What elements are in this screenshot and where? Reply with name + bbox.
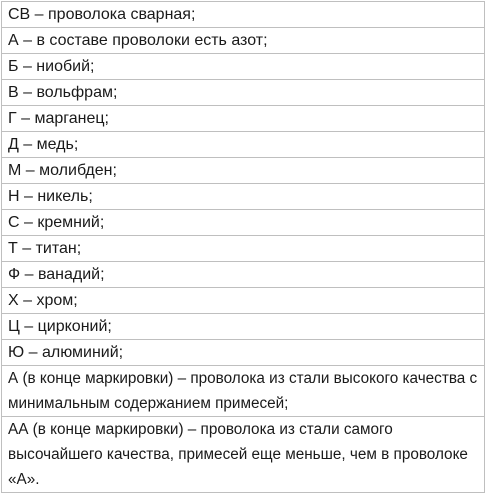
table-cell: Т – титан; (2, 236, 485, 262)
table-row (2, 106, 485, 132)
table-cell: А – в составе проволоки есть азот; (2, 28, 485, 54)
table-cell: Д – медь; (2, 132, 485, 158)
table-row (2, 417, 485, 493)
table-cell: Н – никель; (2, 184, 485, 210)
table-row (2, 184, 485, 210)
table-row (2, 262, 485, 288)
table-cell: А (в конце маркировки) – проволока из стали высокого качества с минимальным содержанием примесей; (2, 366, 485, 417)
table-cell: В – вольфрам; (2, 80, 485, 106)
table-row (2, 288, 485, 314)
table-row (2, 54, 485, 80)
table-row (2, 366, 485, 417)
table-cell: Ц – цирконий; (2, 314, 485, 340)
table-row (2, 28, 485, 54)
table-row (2, 158, 485, 184)
table-cell: Х – хром; (2, 288, 485, 314)
table-row (2, 2, 485, 28)
table-cell: С – кремний; (2, 210, 485, 236)
table-row (2, 340, 485, 366)
table-cell: Г – марганец; (2, 106, 485, 132)
table-row (2, 236, 485, 262)
table-cell: АА (в конце маркировки) – проволока из стали самого высочайшего качества, примесей еще меньше, чем в проволоке «А». (2, 417, 485, 493)
table-row (2, 132, 485, 158)
table-cell: Ю – алюминий; (2, 340, 485, 366)
marking-legend-table (1, 1, 485, 493)
table-cell: Б – ниобий; (2, 54, 485, 80)
table-row (2, 80, 485, 106)
table-row (2, 210, 485, 236)
table-row (2, 314, 485, 340)
table-cell: Ф – ванадий; (2, 262, 485, 288)
table-cell: М – молибден; (2, 158, 485, 184)
table-cell: СВ – проволока сварная; (2, 2, 485, 28)
